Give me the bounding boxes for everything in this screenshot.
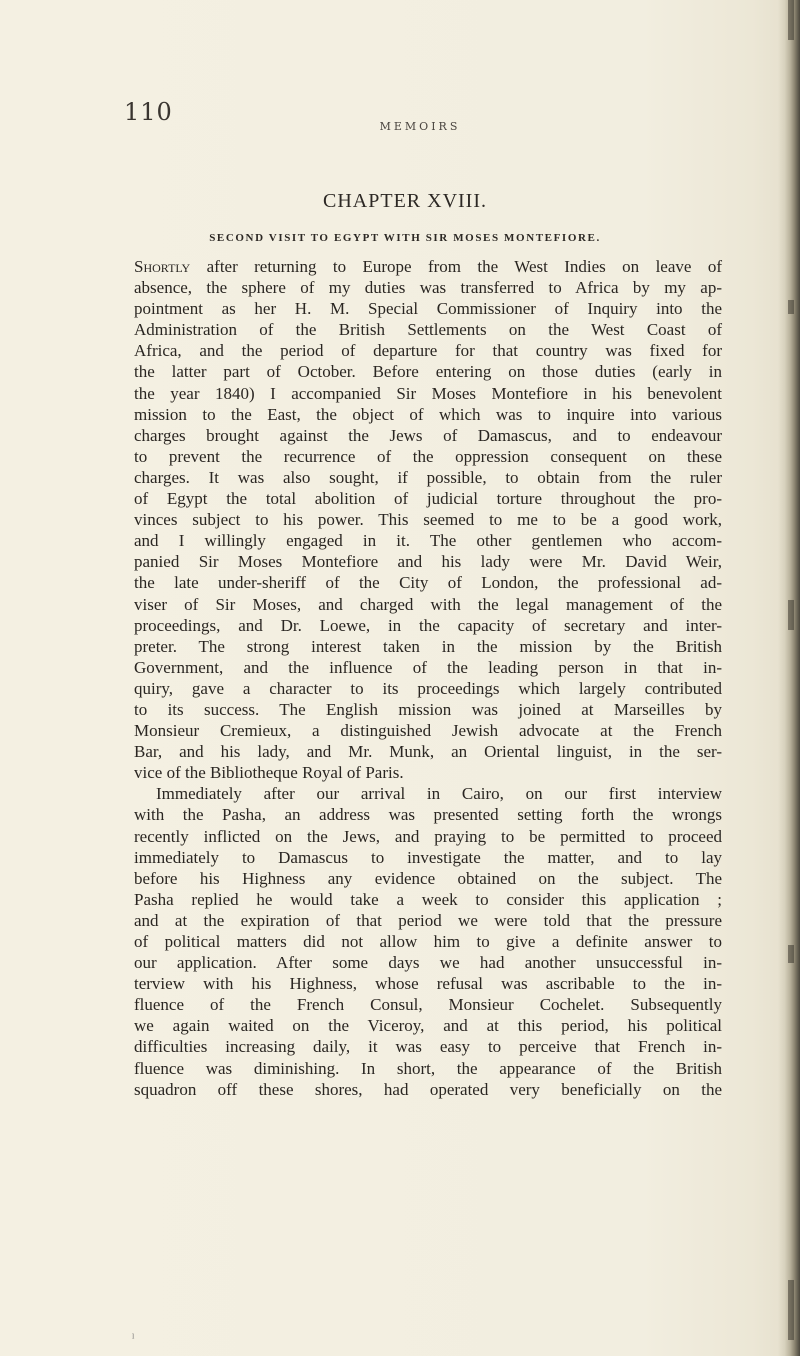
text-line: preter. The strong interest taken in the mission by the British [134,636,722,656]
text-line: terview with his Highness, whose refusal was ascribable to the in- [134,974,722,994]
text-line: charges brought against the Jews of Damascus, and to endeavour [134,425,722,445]
text-line: fluence of the French Consul, Monsieur Cochelet. Subsequently [134,995,722,1015]
text-line: our application. After some days we had another unsuccessful in- [134,953,722,973]
text-line: the year 1840) I accompanied Sir Moses Montefiore in his benevolent [134,383,722,403]
edge-mark [788,0,794,40]
text-line: mission to the East, the object of which was to inquire into various [134,404,722,424]
text-line: pointment as her H. M. Special Commissioner of Inquiry into the [134,299,722,319]
text-line: charges. It was also sought, if possible, to obtain from the ruler [134,467,722,487]
text-line: Africa, and the period of departure for that country was fixed for [134,341,722,361]
paragraph-1 [134,277,722,783]
text-line: we again waited on the Viceroy, and at this period, his political [134,1016,722,1036]
chapter-title: CHAPTER XVIII. [323,190,487,212]
chapter-subtitle: SECOND VISIT TO EGYPT WITH SIR MOSES MONTEFIORE. [209,232,601,244]
text-line: Administration of the British Settlements on the West Coast of [134,320,722,340]
text-line: the late under-sheriff of the City of London, the professional ad- [134,573,722,593]
text-line: difficulties increasing daily, it was easy to perceive that French in- [134,1037,722,1057]
text-line: panied Sir Moses Montefiore and his lady were Mr. David Weir, [134,552,722,572]
edge-mark [788,1280,794,1340]
paragraph-2 [134,783,722,1099]
text-line: absence, the sphere of my duties was transferred to Africa by my ap- [134,278,722,298]
text-line: of political matters did not allow him to give a definite answer to [134,932,722,951]
text-line: to its success. The English mission was joined at Marseilles by [134,699,722,719]
text-line: Government, and the influence of the leading person in that in- [134,657,722,677]
text-line: of Egypt the total abolition of judicial torture throughout the pro- [134,489,722,509]
text-line: immediately to Damascus to investigate the matter, and to lay [134,847,722,867]
first-line-rest: after returning to Europe from the West Indies on leave of [206,257,723,276]
edge-mark [788,945,794,963]
text-line: Monsieur Cremieux, a distinguished Jewish advocate at the French [134,721,722,741]
page-number: 110 [124,98,173,126]
text-line: and I willingly engaged in it. The other gentlemen who accom- [134,531,722,551]
text-line: quiry, gave a character to its proceedings which largely contributed [134,678,722,698]
edge-mark [788,600,794,630]
text-line: Bar, and his lady, and Mr. Munk, an Oriental linguist, in the ser- [134,742,722,762]
text-line: Pasha replied he would take a week to consider this application ; [134,889,722,909]
text-line: vice of the Bibliotheque Royal of Paris. [134,763,404,783]
text-line: vinces subject to his power. This seemed to me to be a good work, [134,510,722,530]
text-line: proceedings, and Dr. Loewe, in the capacity of secretary and inter- [134,615,722,635]
paragraph-first-line [134,256,722,277]
text-line: squadron off these shores, had operated very beneficially on the [134,1079,722,1099]
text-line: viser of Sir Moses, and charged with the legal management of the [134,594,722,614]
margin-mark: ˡ [132,1332,135,1345]
text-line: to prevent the recurrence of the oppression consequent on these [134,446,722,466]
text-line: fluence was diminishing. In short, the appearance of the British [134,1058,722,1078]
text-line: before his Highness any evidence obtained on the subject. The [134,868,722,888]
edge-mark [788,300,794,314]
text-line: and at the expiration of that period we were told that the pressure [134,910,722,930]
text-line: Immediately after our arrival in Cairo, on our first interview [156,784,722,804]
text-line: recently inflicted on the Jews, and praying to be permitted to proceed [134,826,722,846]
opening-word: Shortly [134,257,191,276]
body-text [134,256,722,1100]
text-line: the latter part of October. Before entering on those duties (early in [134,362,722,382]
text-line: with the Pasha, an address was presented setting forth the wrongs [134,805,722,825]
running-head: MEMOIRS [379,120,461,133]
